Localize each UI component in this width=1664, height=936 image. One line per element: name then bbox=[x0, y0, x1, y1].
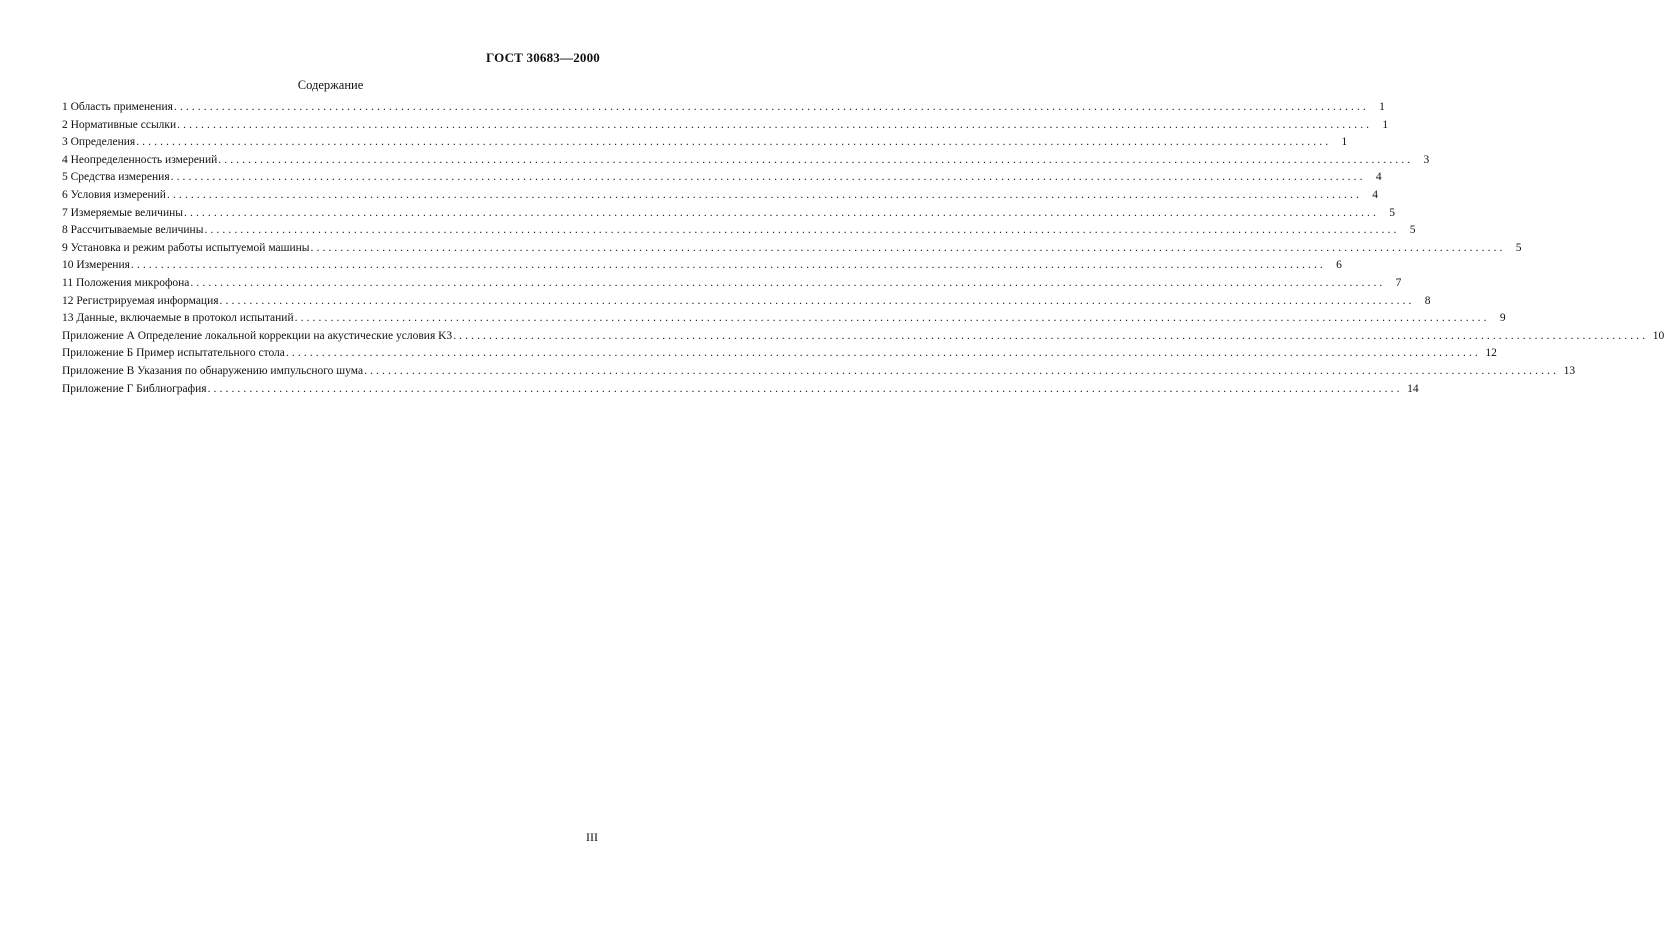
toc-leader-dots: ........................................................................................................................................................................................................ bbox=[184, 206, 1379, 219]
toc-entry-page: 1 bbox=[1382, 118, 1389, 131]
table-of-contents bbox=[62, 101, 1664, 400]
toc-leader-dots: ........................................................................................................................................................................................................ bbox=[204, 224, 1400, 237]
toc-leader-dots: ........................................................................................................................................................................................................ bbox=[219, 294, 1415, 307]
toc-leader-dots: ........................................................................................................................................................................................................ bbox=[294, 312, 1490, 325]
toc-title: Содержание bbox=[297, 78, 364, 92]
toc-entry[interactable] bbox=[62, 136, 1348, 154]
toc-entry-title: Приложение Б Пример испытательного стола bbox=[62, 347, 285, 360]
toc-entry-page: 6 bbox=[1336, 259, 1342, 272]
toc-entry-page: 5 bbox=[1389, 206, 1395, 219]
toc-leader-dots: ........................................................................................................................................................................................................ bbox=[166, 188, 1362, 201]
toc-entry[interactable] bbox=[62, 171, 1382, 189]
toc-entry[interactable] bbox=[62, 101, 1385, 119]
toc-entry[interactable] bbox=[62, 118, 1389, 137]
toc-entry-title: 5 Средства измерения bbox=[62, 171, 170, 184]
toc-entry-page: 13 bbox=[1563, 364, 1576, 377]
toc-entry-title: 13 Данные, включаемые в протокол испытаний bbox=[62, 312, 294, 325]
toc-entry-page: 1 bbox=[1341, 136, 1348, 149]
toc-entry-title: Приложение Г Библиография bbox=[62, 382, 207, 395]
toc-entry-page: 3 bbox=[1423, 153, 1430, 166]
toc-entry-title: 4 Неопределенность измерений bbox=[62, 153, 218, 166]
toc-leader-dots: ........................................................................................................................................................................................................ bbox=[285, 347, 1481, 360]
toc-leader-dots: ........................................................................................................................................................................................................ bbox=[173, 101, 1369, 113]
toc-entry[interactable] bbox=[62, 364, 1576, 383]
toc-entry-page: 10 bbox=[1652, 329, 1664, 342]
toc-entry[interactable] bbox=[62, 276, 1402, 295]
toc-entry-title: 2 Нормативные ссылки bbox=[62, 118, 177, 131]
toc-entry[interactable] bbox=[62, 294, 1431, 313]
toc-leader-dots: ........................................................................................................................................................................................................ bbox=[170, 171, 1366, 184]
toc-entry-title: 6 Условия измерений bbox=[62, 188, 166, 201]
toc-leader-dots: ........................................................................................................................................................................................................ bbox=[177, 118, 1373, 131]
toc-entry[interactable] bbox=[62, 188, 1378, 207]
toc-entry[interactable] bbox=[62, 241, 1522, 260]
toc-entry-page: 7 bbox=[1395, 276, 1402, 289]
toc-entry-page: 1 bbox=[1379, 101, 1385, 113]
toc-entry[interactable] bbox=[62, 259, 1342, 277]
toc-entry[interactable] bbox=[62, 382, 1419, 401]
toc-entry[interactable] bbox=[62, 206, 1395, 225]
toc-entry-page: 5 bbox=[1515, 241, 1522, 254]
toc-entry-title: 8 Рассчитываемые величины bbox=[62, 224, 204, 237]
toc-entry-page: 8 bbox=[1424, 294, 1431, 307]
toc-entry-title: 10 Измерения bbox=[62, 259, 130, 272]
toc-entry-title: 3 Определения bbox=[62, 136, 136, 149]
toc-entry-title: 11 Положения микрофона bbox=[62, 276, 190, 289]
toc-leader-dots: ........................................................................................................................................................................................................ bbox=[310, 241, 1506, 254]
toc-entry-title: Приложение В Указания по обнаружению импульсного шума bbox=[62, 364, 364, 377]
toc-entry-page: 4 bbox=[1372, 188, 1378, 201]
toc-entry-title: Приложение А Определение локальной коррекции на акустические условия K3 bbox=[62, 329, 453, 342]
toc-entry-page: 4 bbox=[1375, 171, 1382, 184]
toc-entry-page: 12 bbox=[1485, 347, 1497, 360]
toc-entry-title: 12 Регистрируемая информация bbox=[62, 294, 219, 307]
toc-leader-dots: ........................................................................................................................................................................................................ bbox=[218, 153, 1414, 166]
toc-entry-page: 9 bbox=[1499, 312, 1506, 325]
toc-leader-dots: ........................................................................................................................................................................................................ bbox=[453, 329, 1649, 342]
toc-entry[interactable] bbox=[62, 153, 1430, 172]
toc-entry-title: 7 Измеряемые величины bbox=[62, 206, 183, 219]
toc-entry-page: 14 bbox=[1407, 382, 1419, 395]
toc-leader-dots: ........................................................................................................................................................................................................ bbox=[364, 364, 1560, 377]
toc-leader-dots: ........................................................................................................................................................................................................ bbox=[190, 276, 1386, 289]
toc-leader-dots: ........................................................................................................................................................................................................ bbox=[130, 259, 1326, 272]
page-number: III bbox=[586, 830, 598, 844]
toc-entry[interactable] bbox=[62, 312, 1506, 330]
document-code: ГОСТ 30683—2000 bbox=[485, 50, 600, 65]
toc-entry[interactable] bbox=[62, 224, 1416, 242]
toc-entry[interactable] bbox=[62, 347, 1497, 365]
toc-leader-dots: ........................................................................................................................................................................................................ bbox=[207, 382, 1403, 395]
toc-entry[interactable] bbox=[62, 329, 1664, 348]
toc-entry-title: 1 Область применения bbox=[62, 101, 173, 113]
toc-leader-dots: ........................................................................................................................................................................................................ bbox=[136, 136, 1332, 149]
toc-entry-title: 9 Установка и режим работы испытуемой машины bbox=[62, 241, 310, 254]
toc-entry-page: 5 bbox=[1409, 224, 1416, 237]
